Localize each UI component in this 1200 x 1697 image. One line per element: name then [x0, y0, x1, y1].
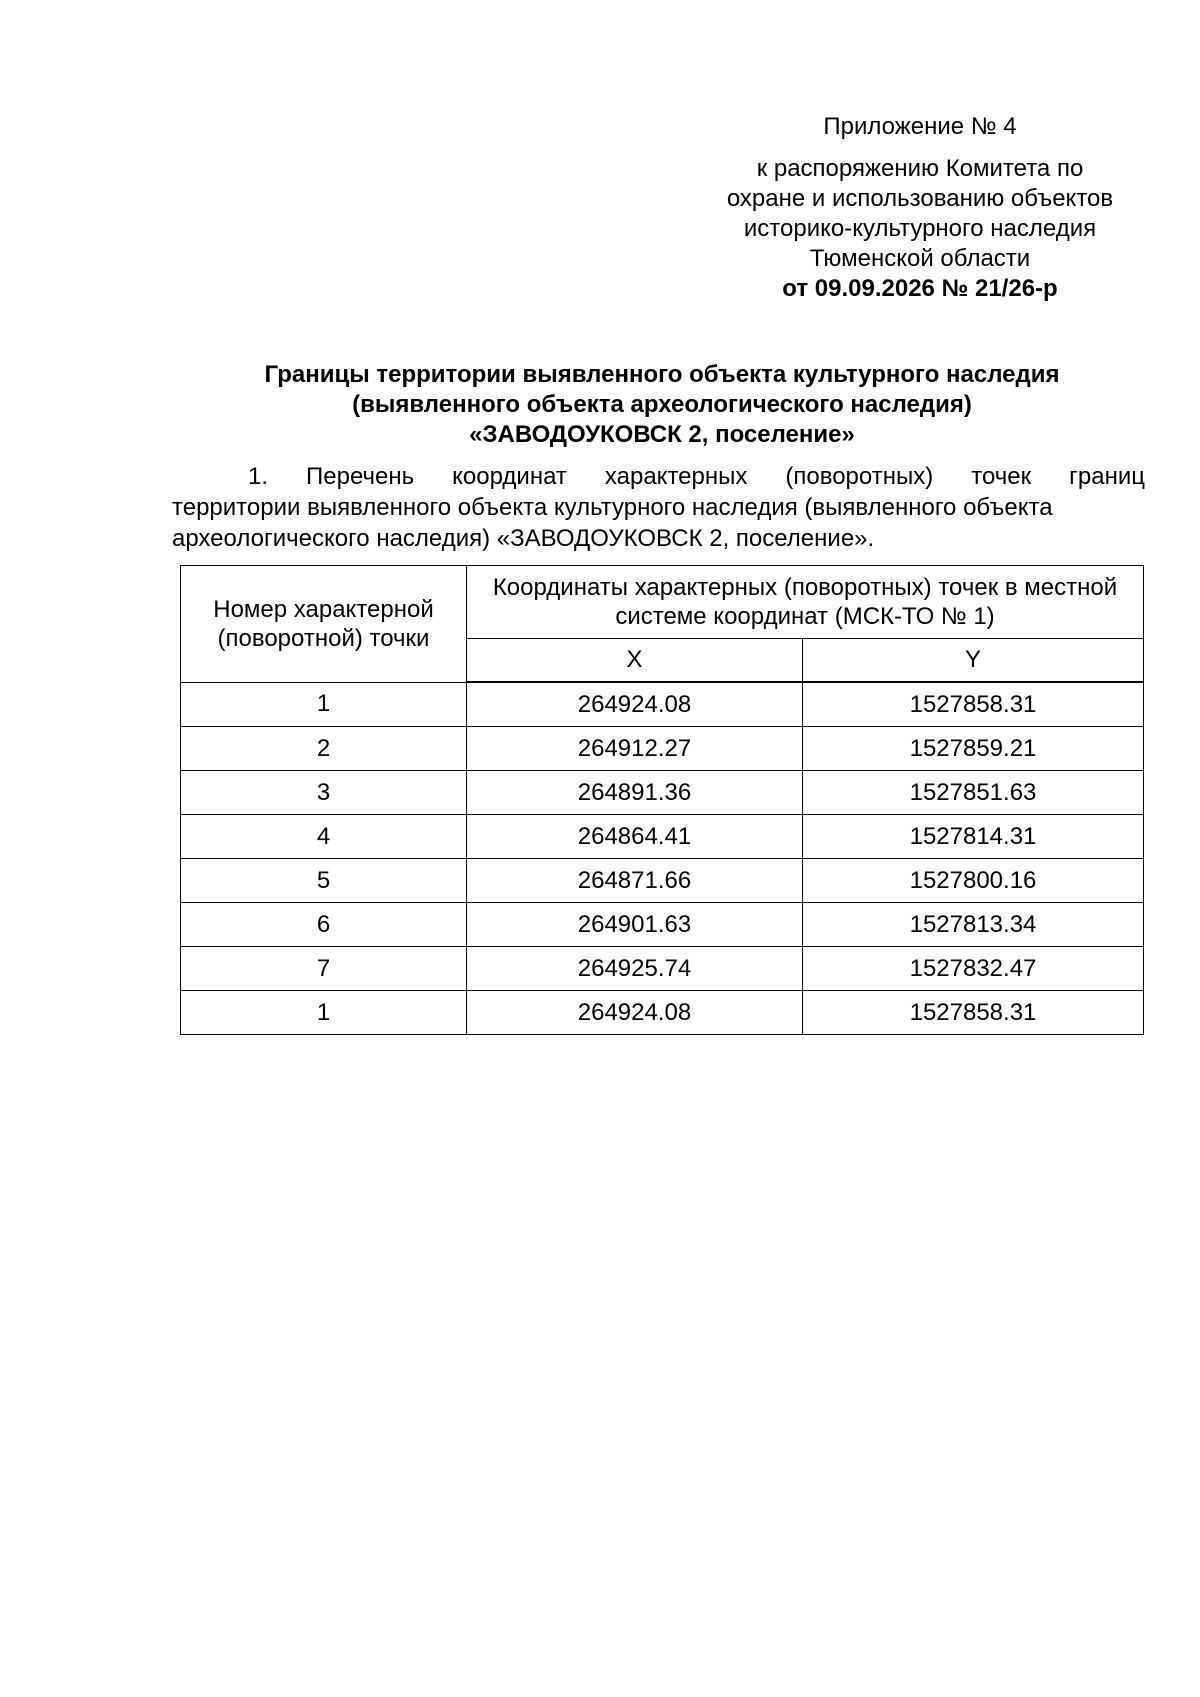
y-coordinate-cell: 1527858.31	[803, 991, 1144, 1035]
y-coordinate-cell: 1527858.31	[803, 682, 1144, 727]
appendix-ref-line: историко-культурного наследия	[743, 215, 1097, 242]
y-coordinate-cell: 1527800.16	[803, 859, 1144, 903]
point-number-cell: 3	[181, 771, 467, 815]
appendix-title: Приложение № 4	[823, 113, 1017, 140]
appendix-block	[690, 112, 1150, 304]
x-coordinate-cell: 264871.66	[467, 859, 803, 903]
heading-line: Границы территории выявленного объекта культурного наследия	[264, 361, 1060, 388]
point-number-cell: 4	[181, 815, 467, 859]
point-number-cell: 2	[181, 727, 467, 771]
table-row	[181, 903, 1144, 947]
point-number-cell: 7	[181, 947, 467, 991]
x-coordinate-cell: 264891.36	[467, 771, 803, 815]
x-coordinate-cell: 264901.63	[467, 903, 803, 947]
paragraph-line: территории выявленного объекта культурного наследия (выявленного объекта	[172, 494, 1053, 521]
point-number-cell: 5	[181, 859, 467, 903]
appendix-date-number: от 09.09.2026 № 21/26-р	[782, 275, 1058, 302]
table-row	[181, 815, 1144, 859]
table-row	[181, 991, 1144, 1035]
appendix-ref-line: Тюменской области	[809, 245, 1031, 272]
table-row	[181, 771, 1144, 815]
y-coordinate-cell: 1527813.34	[803, 903, 1144, 947]
x-coordinate-cell: 264924.08	[467, 682, 803, 727]
point-number-cell: 6	[181, 903, 467, 947]
coordinates-table	[180, 565, 1144, 1035]
appendix-ref-line: охране и использованию объектов	[726, 185, 1114, 212]
coordinates-header: Координаты характерных (поворотных) точек в местной системе координат (МСК-ТО № 1)	[467, 566, 1144, 639]
y-coordinate-cell: 1527851.63	[803, 771, 1144, 815]
point-number-header: Номер характерной (поворотной) точки	[181, 566, 467, 683]
point-number-cell: 1	[181, 991, 467, 1035]
point-number-cell: 1	[181, 682, 467, 727]
heading-line: (выявленного объекта археологического наследия)	[352, 391, 972, 418]
x-coordinate-cell: 264924.08	[467, 991, 803, 1035]
y-coordinate-cell: 1527814.31	[803, 815, 1144, 859]
heading-line: «ЗАВОДОУКОВСК 2, поселение»	[469, 421, 855, 448]
y-coordinate-cell: 1527859.21	[803, 727, 1144, 771]
document-heading	[172, 360, 1152, 450]
x-coordinate-cell: 264925.74	[467, 947, 803, 991]
table-row	[181, 682, 1144, 727]
y-coordinate-cell: 1527832.47	[803, 947, 1144, 991]
table-row	[181, 859, 1144, 903]
x-column-header: X	[467, 639, 803, 683]
y-column-header: Y	[803, 639, 1144, 683]
intro-paragraph	[172, 461, 1145, 554]
table-row	[181, 947, 1144, 991]
coordinates-table-body	[181, 682, 1144, 1035]
paragraph-first-line: 1. Перечень координат характерных (поворотных) точек границ	[248, 463, 1145, 490]
x-coordinate-cell: 264864.41	[467, 815, 803, 859]
appendix-ref-line: к распоряжению Комитета по	[756, 155, 1084, 182]
paragraph-line: археологического наследия) «ЗАВОДОУКОВСК 2, поселение».	[172, 525, 875, 552]
table-row	[181, 727, 1144, 771]
x-coordinate-cell: 264912.27	[467, 727, 803, 771]
